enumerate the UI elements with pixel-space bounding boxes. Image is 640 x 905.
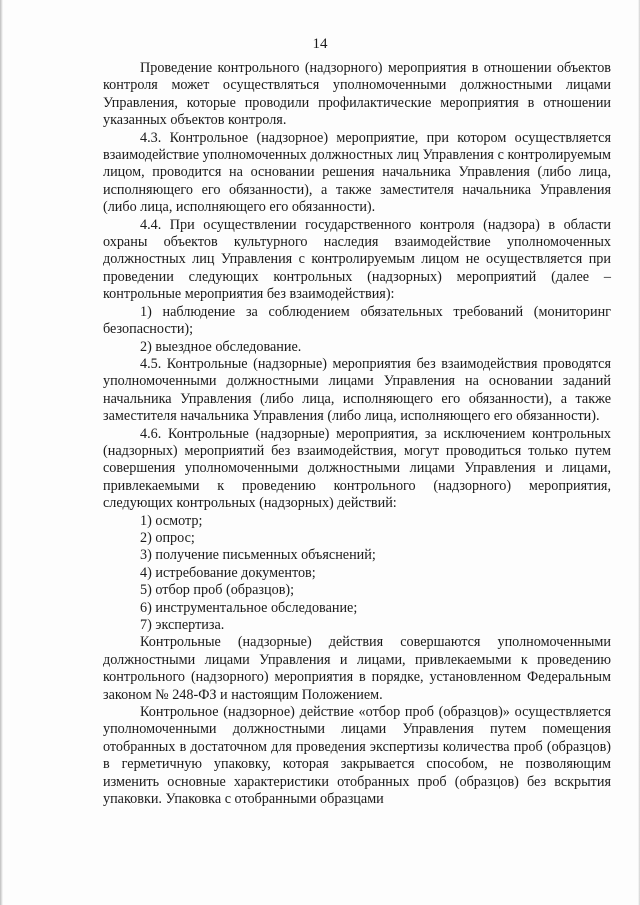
paragraph-4-6: 4.6. Контрольные (надзорные) мероприятия, за исключением контрольных (надзорных) мероприятий без взаимодействия, могут проводиться только путем совершения уполномоченными должностными лицами Управления и лицами, привлекаемыми к проведению контрольного (надзорного) мероприятия, следующих контрольных (надзорных) действий:: [103, 425, 611, 512]
list-item: 2) опрос;: [140, 529, 195, 546]
list-item: 4) истребование документов;: [140, 564, 316, 581]
list-item: 1) наблюдение за соблюдением обязательных требований (мониторинг безопасности);: [103, 303, 611, 338]
list-item: 3) получение письменных объяснений;: [140, 547, 376, 564]
list-item: 7) экспертиза.: [140, 617, 225, 633]
list-item: 5) отбор проб (образцов);: [140, 582, 295, 599]
scan-left-edge: [0, 0, 3, 905]
paragraph: Проведение контрольного (надзорного) мероприятия в отношении объектов контроля может осуществляться уполномоченными должностными лицами Управления, которые проводили профилактические мероприятия в отношении указанных объектов контроля.: [103, 60, 611, 129]
list-item: 6) инструментальное обследование;: [140, 599, 358, 616]
page-number: 14: [312, 36, 328, 52]
list-item: 1) осмотр;: [140, 512, 203, 529]
paragraph: Контрольное (надзорное) действие «отбор проб (образцов)» осуществляется уполномоченными должностными лицами Управления путем помещения отобранных в достаточном для проведения экспертизы количества проб (образцов) в герметичную упаковку, которая закрывается способом, не позволяющим изменить основные характеристики отобранных проб (образцов) без вскрытия упаковки. Упаковка с отобранными образцами: [103, 704, 611, 808]
paragraph: Контрольные (надзорные) действия совершаются уполномоченными должностными лицами Управления и лицами, привлекаемыми к проведению контрольного (надзорного) мероприятия в порядке, установленном Федеральным законом № 248-ФЗ и настоящим Положением.: [103, 634, 611, 703]
paragraph-4-3: 4.3. Контрольное (надзорное) мероприятие, при котором осуществляется взаимодействие уполномоченных должностных лиц Управления с контролируемым лицом, проводится на основании решения начальника Управления (либо лица, исполняющего его обязанности), а также заместителя начальника Управления (либо лица, исполняющего его обязанности).: [103, 129, 611, 216]
list-item: 2) выездное обследование.: [140, 338, 302, 355]
paragraph-4-5: 4.5. Контрольные (надзорные) мероприятия без взаимодействия проводятся уполномоченными должностными лицами Управления на основании заданий начальника Управления (либо лица, исполняющего его обязанности), а также заместителя начальника Управления (либо лица, исполняющего его обязанности).: [103, 355, 611, 425]
document-body: [103, 60, 611, 808]
paragraph-4-4: 4.4. При осуществлении государственного контроля (надзора) в области охраны объектов культурного наследия взаимодействие уполномоченных должностных лиц Управления с контролируемым лицом не осуществляется при проведении следующих контрольных (надзорных) мероприятий (далее – контрольные мероприятия без взаимодействия):: [103, 216, 611, 303]
